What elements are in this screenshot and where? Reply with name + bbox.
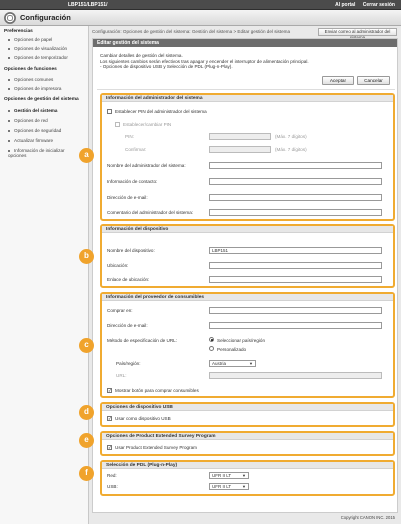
email-label: Dirección de e-mail: [107,195,148,200]
bullet-icon [8,120,10,122]
logout-link[interactable]: Cerrar sesión [362,2,395,8]
pin-input[interactable] [209,133,271,140]
sidebar-item-security[interactable]: Opciones de seguridad [8,128,61,133]
show-buy-button-label: Mostrar botón para comprar consumibles [115,388,199,393]
sidebar-item-display[interactable]: Opciones de visualización [8,46,67,51]
location-link-input[interactable] [209,276,382,283]
portal-link[interactable]: Al portal [335,2,356,8]
sidebar-item-network[interactable]: Opciones de red [8,118,48,123]
bullet-icon [8,39,10,41]
buy-at-input[interactable] [209,307,382,314]
section-usb [100,402,395,427]
set-pin-checkbox[interactable] [107,109,112,114]
pin-label: PIN: [125,134,134,139]
pdl-usb-select[interactable]: UFR II LT ▼ [209,483,249,490]
url-method-label: Método de especificación de URL: [107,338,177,343]
location-input[interactable] [209,262,382,269]
callout-badge-f: f [79,466,94,481]
url-input[interactable] [209,372,382,379]
pin-max-label: (Máx. 7 dígitos) [275,134,307,139]
ok-button[interactable]: Aceptar [322,76,354,85]
model-name: LBP151/LBP151/ [68,2,108,8]
confirm-pin-input[interactable] [209,146,271,153]
callout-badge-d: d [79,405,94,420]
device-name-label: Nombre del dispositivo: [107,248,155,253]
bullet-icon [8,57,10,59]
use-usb-label: Usar como dispositivo USB [115,416,171,421]
confirm-label: Confirmar: [125,147,147,152]
sidebar-item-timer[interactable]: Opciones de temporizador [8,55,68,60]
email-input[interactable] [209,194,382,201]
location-link-label: Enlace de ubicación: [107,277,150,282]
callout-badge-b: b [79,249,94,264]
app-header [0,10,401,26]
section-header: Información del dispositivo [102,226,393,233]
chevron-down-icon: ▼ [242,473,246,478]
section-header: Opciones de Product Extended Survey Program [102,433,393,440]
sidebar-item-common[interactable]: Opciones comunes [8,77,53,82]
section-header: Opciones de dispositivo USB [102,404,393,411]
section-header: Selección de PDL (Plug-n-Play) [102,462,393,469]
sidebar-section-system: Opciones de gestión del sistema [4,97,79,102]
contact-input[interactable] [209,178,382,185]
change-pin-label: Establecer/cambiar PIN [123,122,172,127]
use-pesp-label: Usar Product Extended Survey Program [115,445,197,450]
url-label: URL: [116,373,127,378]
country-radio[interactable] [209,337,214,342]
pdl-usb-label: USB: [107,484,118,489]
page-title: Editar gestión del sistema [93,39,397,47]
email-admin-button[interactable]: Enviar correo al administrador del [318,28,397,36]
admin-name-label: Nombre del administrador del sistema: [107,163,186,168]
bullet-icon [8,79,10,81]
contact-label: Información de contacto: [107,179,158,184]
sidebar-section-functions: Opciones de funciones [4,67,57,72]
sidebar-item-paper[interactable]: Opciones de papel [8,37,52,42]
top-links [329,2,395,8]
show-buy-button-checkbox[interactable]: ✓ [108,388,112,393]
pdl-network-select[interactable]: UFR II LT ▼ [209,472,249,479]
set-pin-label: Establecer PIN del administrador del sistema [115,109,207,114]
bullet-icon [8,48,10,50]
breadcrumb: Configuración: Opciones de gestión del sistema: Gestión del sistema > Editar gestión del sistema [92,29,291,34]
app-title: Configuración [20,13,71,22]
supplier-email-label: Dirección de e-mail: [107,323,148,328]
buy-at-label: Comprar en: [107,308,133,313]
callout-badge-a: a [79,148,94,163]
confirm-max-label: (Máx. 7 dígitos) [275,147,307,152]
cancel-button[interactable]: Cancelar [357,76,390,85]
section-pesp [100,431,395,456]
callout-badge-e: e [79,433,94,448]
bullet-icon [8,130,10,132]
section-header: Información del administrador del sistema [102,95,393,102]
use-pesp-checkbox[interactable]: ✓ [108,445,112,450]
sidebar-section-preferences: Preferencias [4,29,33,34]
country-label: País/región: [116,361,141,366]
use-usb-checkbox[interactable]: ✓ [108,416,112,421]
divider [97,89,395,90]
location-label: Ubicación: [107,263,129,268]
settings-logo-icon [4,12,16,24]
sidebar-item-firmware[interactable]: Actualizar firmware [8,138,53,143]
device-name-input[interactable]: LBP151 [209,247,382,254]
custom-radio[interactable] [209,346,214,351]
callout-badge-c: c [79,338,94,353]
page-description: Cambiar detalles de gestión del sistema. Los siguientes cambios serán efectivos tras apagar y encender el interruptor de alimentación principal. - Opciones de dispositivo USB y Selección de PDL (Plug-n-Play). [100,53,309,69]
admin-comment-input[interactable] [209,209,382,216]
section-header: Información del proveedor de consumibles [102,294,393,301]
change-pin-checkbox[interactable] [115,122,120,127]
copyright: Copyright CANON INC. 2015 [340,515,395,520]
admin-name-input[interactable] [209,162,382,169]
bullet-icon [8,88,10,90]
admin-comment-label: Comentario del administrador del sistema: [107,210,194,215]
country-select[interactable]: Austria ▼ [209,360,256,367]
sidebar-item-initialize[interactable]: Información de inicializar opciones [8,148,65,158]
chevron-down-icon: ▼ [242,484,246,489]
bullet-icon [8,150,10,152]
bullet-icon [8,140,10,142]
sidebar-item-printer[interactable]: Opciones de impresora [8,86,62,91]
country-radio-label: Seleccionar país/región [217,338,266,343]
top-bar [0,0,401,10]
chevron-down-icon: ▼ [249,361,253,366]
custom-radio-label: Personalizado [217,347,247,352]
supplier-email-input[interactable] [209,322,382,329]
bullet-icon [8,110,10,112]
pdl-network-label: Red: [107,473,117,478]
sidebar-item-system-management[interactable]: Gestión del sistema [8,108,57,113]
